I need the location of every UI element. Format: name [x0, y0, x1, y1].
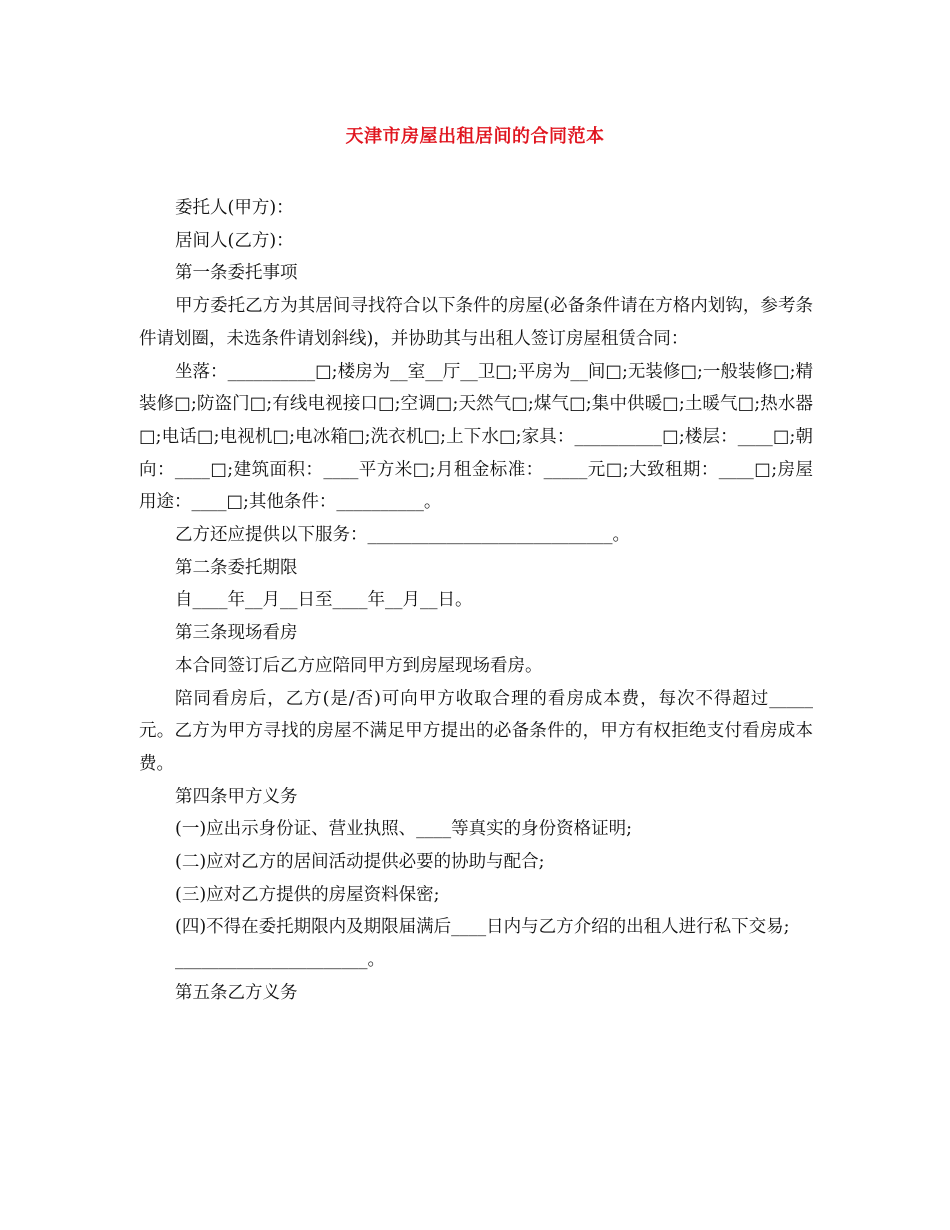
duty-item-5-blank: ______________________。 [175, 950, 385, 971]
section-heading-1: 第一条委托事项 [175, 263, 298, 284]
paragraph-services: 乙方还应提供以下服务：____________________________。 [175, 525, 630, 546]
section-heading-5: 第五条乙方义务 [175, 982, 298, 1003]
section-heading-2: 第二条委托期限 [175, 557, 298, 578]
document-body [139, 192, 813, 1010]
paragraph-term: 自____年__月__日至____年__月__日。 [175, 590, 473, 611]
paragraph-intermediary: 居间人(乙方)： [175, 230, 294, 251]
duty-item-1: (一)应出示身份证、营业执照、____等真实的身份资格证明; [175, 819, 633, 840]
section-heading-3: 第三条现场看房 [175, 623, 298, 644]
document-title: 天津市房屋出租居间的合同范本 [345, 126, 605, 147]
paragraph-viewing-fee: 陪同看房后，乙方(是/否)可向甲方收取合理的看房成本费，每次不得超过_____元。乙方为甲方寻找的房屋不满足甲方提出的必备条件的，甲方有权拒绝支付看房成本费。 [139, 688, 813, 774]
duty-item-3: (三)应对乙方提供的房屋资料保密; [175, 884, 440, 905]
duty-item-2: (二)应对乙方的居间活动提供必要的协助与配合; [175, 852, 545, 873]
duty-item-4: (四)不得在委托期限内及期限届满后____日内与乙方介绍的出租人进行私下交易; [175, 917, 790, 938]
paragraph-viewing: 本合同签订后乙方应陪同甲方到房屋现场看房。 [175, 655, 543, 676]
paragraph-conditions: 坐落：__________□;楼房为__室__厅__卫□;平房为__间□;无装修□;一般装修□;精装修□;防盗门□;有线电视接口□;空调□;天然气□;煤气□;集中供暖□;土暖气□;热水器□;电话□;电视机□;电冰箱□;洗衣机□;上下水□;家具：__________□;楼层：____□;朝向：____□;建筑面积：____平方米□;月租金标准：_____元□;大致租期：____□;房屋用途：____□;其他条件：__________。 [139, 361, 813, 513]
paragraph-entrustment: 甲方委托乙方为其居间寻找符合以下条件的房屋(必备条件请在方格内划钩，参考条件请划圈，未选条件请划斜线)，并协助其与出租人签订房屋租赁合同： [139, 296, 813, 349]
paragraph-principal: 委托人(甲方)： [175, 198, 294, 218]
section-heading-4: 第四条甲方义务 [175, 786, 298, 807]
